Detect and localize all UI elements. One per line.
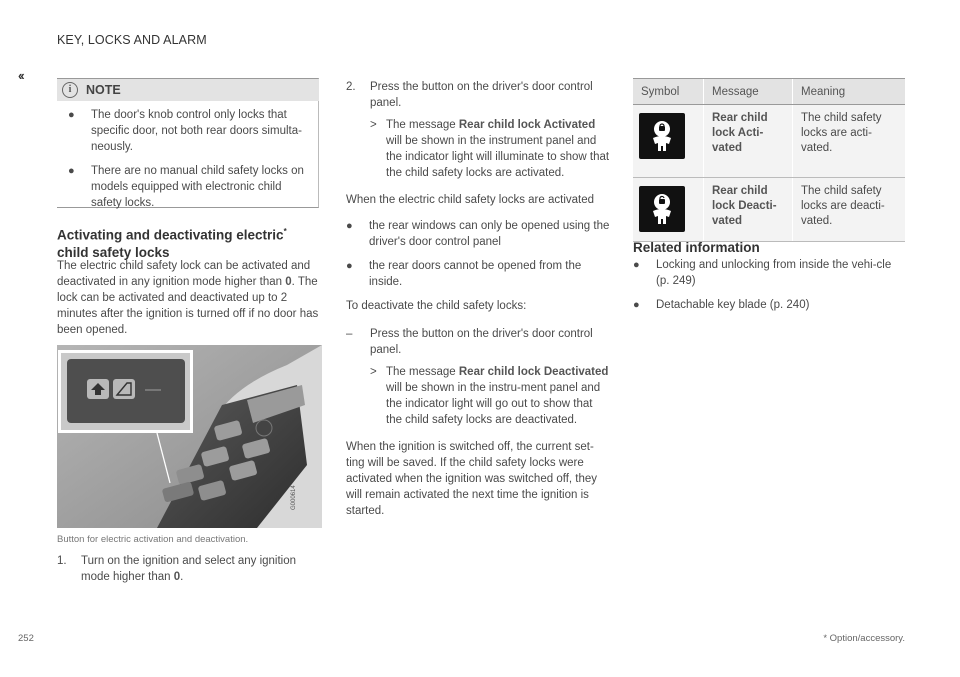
section-title-part: Activating and deactivating electric — [57, 227, 284, 243]
column-header: Meaning — [793, 79, 906, 105]
figure-caption: Button for electric activation and deactivation. — [57, 534, 249, 545]
option-asterisk: * — [283, 227, 287, 236]
related-link[interactable]: ● Locking and unlocking from inside the vehi-cle (p. 249) — [633, 259, 892, 287]
step-text: Press the button on the driver's door control panel. — [370, 81, 593, 109]
middle-column — [346, 79, 611, 519]
note-list — [68, 107, 313, 219]
info-icon: i — [62, 82, 78, 98]
meaning-cell: The child safety locks are acti-vated. — [793, 105, 906, 178]
result-text: will be shown in the instru-ment panel and the indicator light will go out to show that the child safety locks are deactivated. — [386, 382, 601, 426]
note-header — [57, 79, 319, 101]
related-link[interactable]: ● Detachable key blade (p. 240) — [633, 299, 810, 311]
section-title-part: child safety locks — [57, 244, 170, 260]
footnote: * Option/accessory. — [823, 633, 905, 644]
related-title: Related information — [633, 240, 760, 255]
step-1 — [57, 553, 322, 585]
step-text: . — [180, 571, 184, 583]
result-text: The message — [386, 366, 459, 378]
numbered-step — [346, 79, 611, 111]
step-text: Turn on the ignition and select any ignition mode higher than — [81, 555, 297, 583]
step-number: 2. — [346, 81, 356, 93]
related-list — [633, 257, 905, 313]
child-lock-activated-icon — [639, 113, 685, 159]
table-row — [633, 178, 905, 242]
note-item: ● There are no manual child safety locks on models equipped with electronic child safety locks. — [68, 165, 304, 209]
note-item-text: There are no manual child safety locks on models equipped with electronic child safety locks. — [91, 165, 304, 209]
note-title: NOTE — [86, 83, 121, 97]
symbol-cell — [633, 105, 704, 178]
step-text: Press the button on the driver's door control panel. — [370, 328, 593, 356]
section-title — [57, 223, 322, 261]
result-text: will be shown in the instrument panel and the indicator light will illuminate to show that the child safety locks are activated. — [386, 135, 610, 179]
related-link-text[interactable]: Locking and unlocking from inside the vehi-cle (p. 249) — [656, 259, 892, 287]
note-box — [57, 78, 319, 208]
child-lock-deactivated-icon — [639, 186, 685, 232]
continued-marker: ‹‹ — [18, 68, 23, 83]
step-result — [370, 117, 611, 181]
numbered-step — [57, 553, 322, 585]
table-row — [633, 105, 905, 178]
result-symbol: > — [370, 366, 377, 378]
meaning-cell: The child safety locks are deacti-vated. — [793, 178, 906, 242]
activated-lead: When the electric child safety locks are activated — [346, 194, 595, 206]
message-name: Rear child lock Activated — [458, 119, 596, 131]
column-header: Symbol — [633, 79, 704, 105]
related-link-text[interactable]: Detachable key blade (p. 240) — [656, 299, 810, 311]
symbol-table — [633, 78, 905, 242]
message-text: Rear child lock Deacti-vated — [712, 185, 777, 227]
message-name: Rear child lock Deactivated — [458, 366, 609, 378]
message-text: Rear child lock Acti-vated — [712, 112, 768, 154]
page-header: KEY, LOCKS AND ALARM — [57, 33, 207, 47]
activated-list — [346, 218, 611, 290]
ignition-mode-zero: 0 — [285, 276, 292, 288]
result-symbol: > — [370, 119, 377, 131]
list-item-text: the rear doors cannot be opened from the inside. — [369, 260, 582, 288]
list-item-text: the rear windows can only be opened using the driver's door control panel — [369, 220, 610, 248]
section-heading — [57, 223, 322, 261]
note-item: ● The door's knob control only locks that specific door, not both rear doors simulta-neously. — [68, 109, 302, 153]
message-cell — [704, 178, 793, 242]
symbol-cell — [633, 178, 704, 242]
note-item-text: The door's knob control only locks that specific door, not both rear doors simulta-neously. — [91, 109, 302, 153]
deactivate-lead: To deactivate the child safety locks: — [346, 300, 527, 312]
ignition-mode-zero: 0 — [173, 571, 181, 583]
page-number: 252 — [18, 633, 34, 644]
intro-text: . The lock can be activated and deactivated up to 2 minutes after the ignition is turned off if no door has been opened. — [57, 276, 319, 336]
step-number: 1. — [57, 555, 67, 567]
intro-text: The electric child safety lock can be activated and deactivated in any ignition mode higher than — [57, 260, 311, 288]
door-panel-photo — [57, 345, 322, 528]
result-text: The message — [386, 119, 459, 131]
list-item: ● the rear doors cannot be opened from the inside. — [346, 260, 582, 288]
deactivate-step — [346, 326, 611, 358]
list-item: ● the rear windows can only be opened using the driver's door control panel — [346, 220, 610, 248]
ignition-off-paragraph: When the ignition is switched off, the current set-ting will be saved. If the child safety locks were activated when the ignition was switched off, they will remain activated the next time the ignition is started. — [346, 441, 598, 517]
door-panel-illustration — [57, 345, 322, 528]
figure-code: G000614 — [291, 485, 297, 510]
step-result — [370, 364, 611, 428]
column-header: Message — [704, 79, 793, 105]
message-cell — [704, 105, 793, 178]
step-dash: – — [346, 328, 353, 340]
table-header-row — [633, 79, 905, 105]
section-intro — [57, 258, 322, 338]
related-info — [633, 239, 905, 321]
